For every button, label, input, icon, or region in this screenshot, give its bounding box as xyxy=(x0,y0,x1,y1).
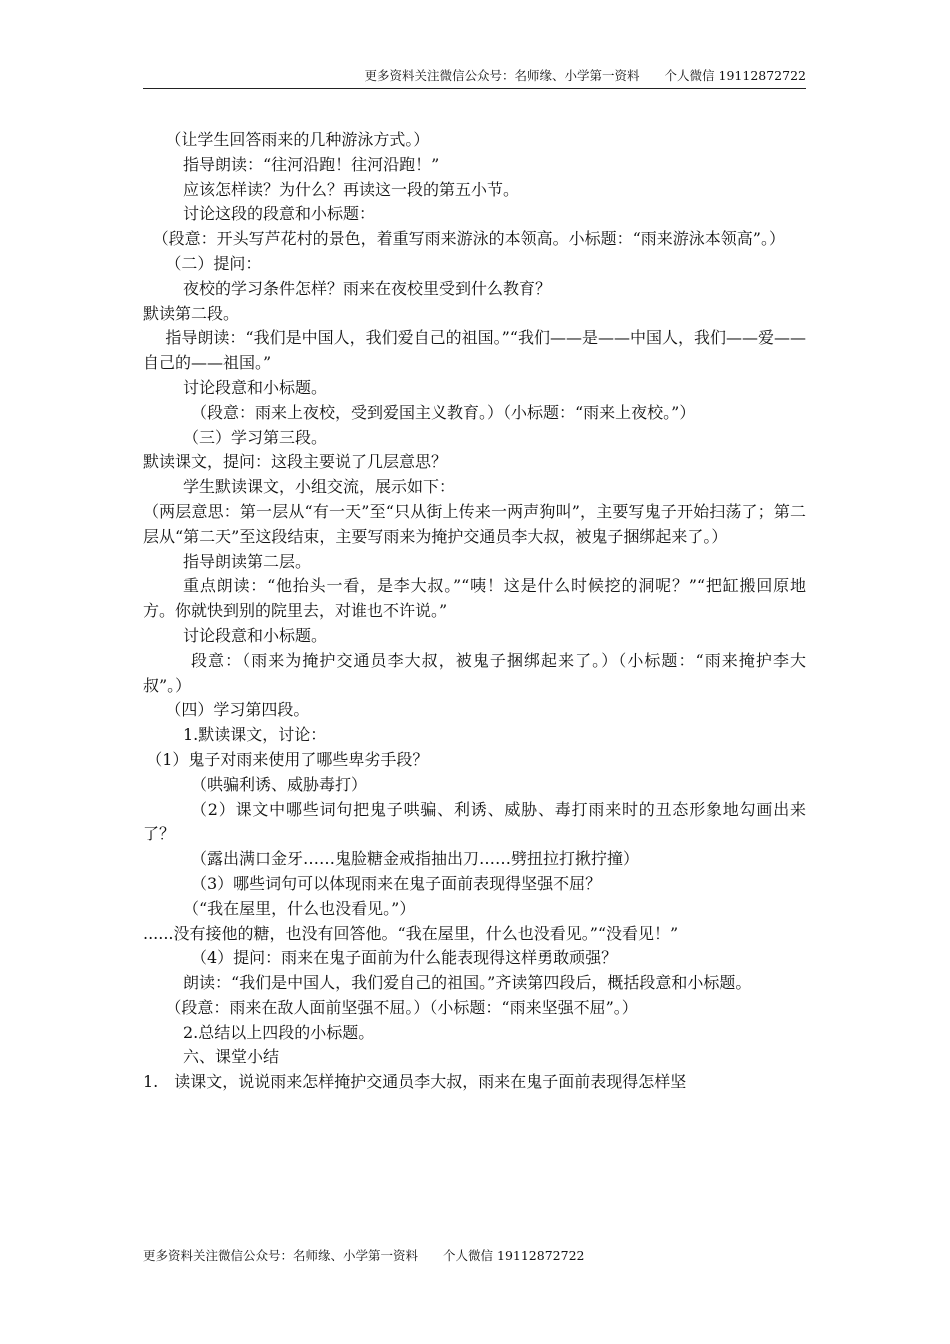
footer-text: 更多资料关注微信公众号：名师缘、小学第一资料 xyxy=(143,1248,419,1263)
paragraph: （段意：雨来在敌人面前坚强不屈。）（小标题：“雨来坚强不屈”。） xyxy=(165,997,638,1017)
paragraph: 应该怎样读？为什么？再读这一段的第五小节。 xyxy=(183,179,520,199)
paragraph: （哄骗利诱、威胁毒打） xyxy=(191,774,368,794)
paragraph: （三）学习第三段。 xyxy=(183,427,328,447)
paragraph: （3）哪些词句可以体现雨来在鬼子面前表现得坚强不屈？ xyxy=(191,873,602,893)
paragraph: 指导朗读：“我们是中国人，我们爱自己的祖国。”“我们——是——中国人，我们——爱——自己的——祖国。” xyxy=(143,328,806,373)
paragraph: （两层意思：第一层从“有一天”至“只从街上传来一两声狗叫”，主要写鬼子开始扫荡了；第二层从“第二天”至这段结束，主要写雨来为掩护交通员李大叔，被鬼子捆绑起来了。） xyxy=(143,501,806,546)
paragraph: （让学生回答雨来的几种游泳方式。） xyxy=(165,130,430,149)
page-footer xyxy=(143,1247,584,1265)
paragraph: （4）提问：雨来在鬼子面前为什么能表现得这样勇敢顽强？ xyxy=(191,948,618,968)
paragraph: （露出满口金牙……鬼脸糖金戒指抽出刀……劈扭拉打揪拧撞） xyxy=(191,849,640,869)
paragraph: （“我在屋里，什么也没看见。”） xyxy=(183,898,416,918)
paragraph: 六、课堂小结 xyxy=(183,1047,280,1067)
paragraph: （1）鬼子对雨来使用了哪些卑劣手段？ xyxy=(146,749,429,769)
page-header xyxy=(143,66,806,89)
paragraph: 1. 读课文，说说雨来怎样掩护交通员李大叔，雨来在鬼子面前表现得怎样坚 xyxy=(143,1072,687,1092)
paragraph: 段意：（雨来为掩护交通员李大叔，被鬼子捆绑起来了。）（小标题：“雨来掩护李大叔”。） xyxy=(143,650,806,695)
paragraph: 讨论段意和小标题。 xyxy=(183,625,328,645)
paragraph: 重点朗读：“他抬头一看，是李大叔。”“咦！这是什么时候挖的洞呢？”“把缸搬回原地方。你就快到别的院里去，对谁也不许说。” xyxy=(143,576,806,621)
paragraph: （段意：雨来上夜校，受到爱国主义教育。）（小标题：“雨来上夜校。”） xyxy=(191,402,696,422)
footer-wechat: 个人微信 19112872722 xyxy=(443,1248,585,1263)
paragraph: （二）提问： xyxy=(165,253,262,273)
paragraph: 默读课文，提问：这段主要说了几层意思？ xyxy=(143,452,448,472)
paragraph: 默读第二段。 xyxy=(143,303,240,323)
paragraph: 1.默读课文，讨论： xyxy=(183,725,327,745)
paragraph: 2.总结以上四段的小标题。 xyxy=(183,1022,375,1042)
paragraph: （段意：开头写芦花村的景色，着重写雨来游泳的本领高。小标题：“雨来游泳本领高”。） xyxy=(152,229,785,249)
header-text: 更多资料关注微信公众号：名师缘、小学第一资料 xyxy=(364,68,640,83)
paragraph: 指导朗读第二层。 xyxy=(183,551,312,571)
paragraph: （四）学习第四段。 xyxy=(165,700,310,720)
paragraph: 指导朗读：“往河沿跑！往河沿跑！” xyxy=(183,154,440,174)
document-body xyxy=(143,128,806,1095)
header-wechat: 个人微信 19112872722 xyxy=(664,68,806,83)
paragraph: 讨论段意和小标题。 xyxy=(183,377,328,397)
paragraph: 夜校的学习条件怎样？雨来在夜校里受到什么教育？ xyxy=(183,278,552,298)
paragraph: （2）课文中哪些词句把鬼子哄骗、利诱、威胁、毒打雨来时的丑态形象地勾画出来了？ xyxy=(143,799,806,844)
paragraph: 学生默读课文，小组交流，展示如下： xyxy=(183,477,456,497)
paragraph: ......没有接他的糖，也没有回答他。“我在屋里，什么也没看见。”“没看见！” xyxy=(143,923,679,943)
paragraph: 朗读：“我们是中国人，我们爱自己的祖国。”齐读第四段后，概括段意和小标题。 xyxy=(183,973,752,993)
paragraph: 讨论这段的段意和小标题： xyxy=(183,204,376,224)
